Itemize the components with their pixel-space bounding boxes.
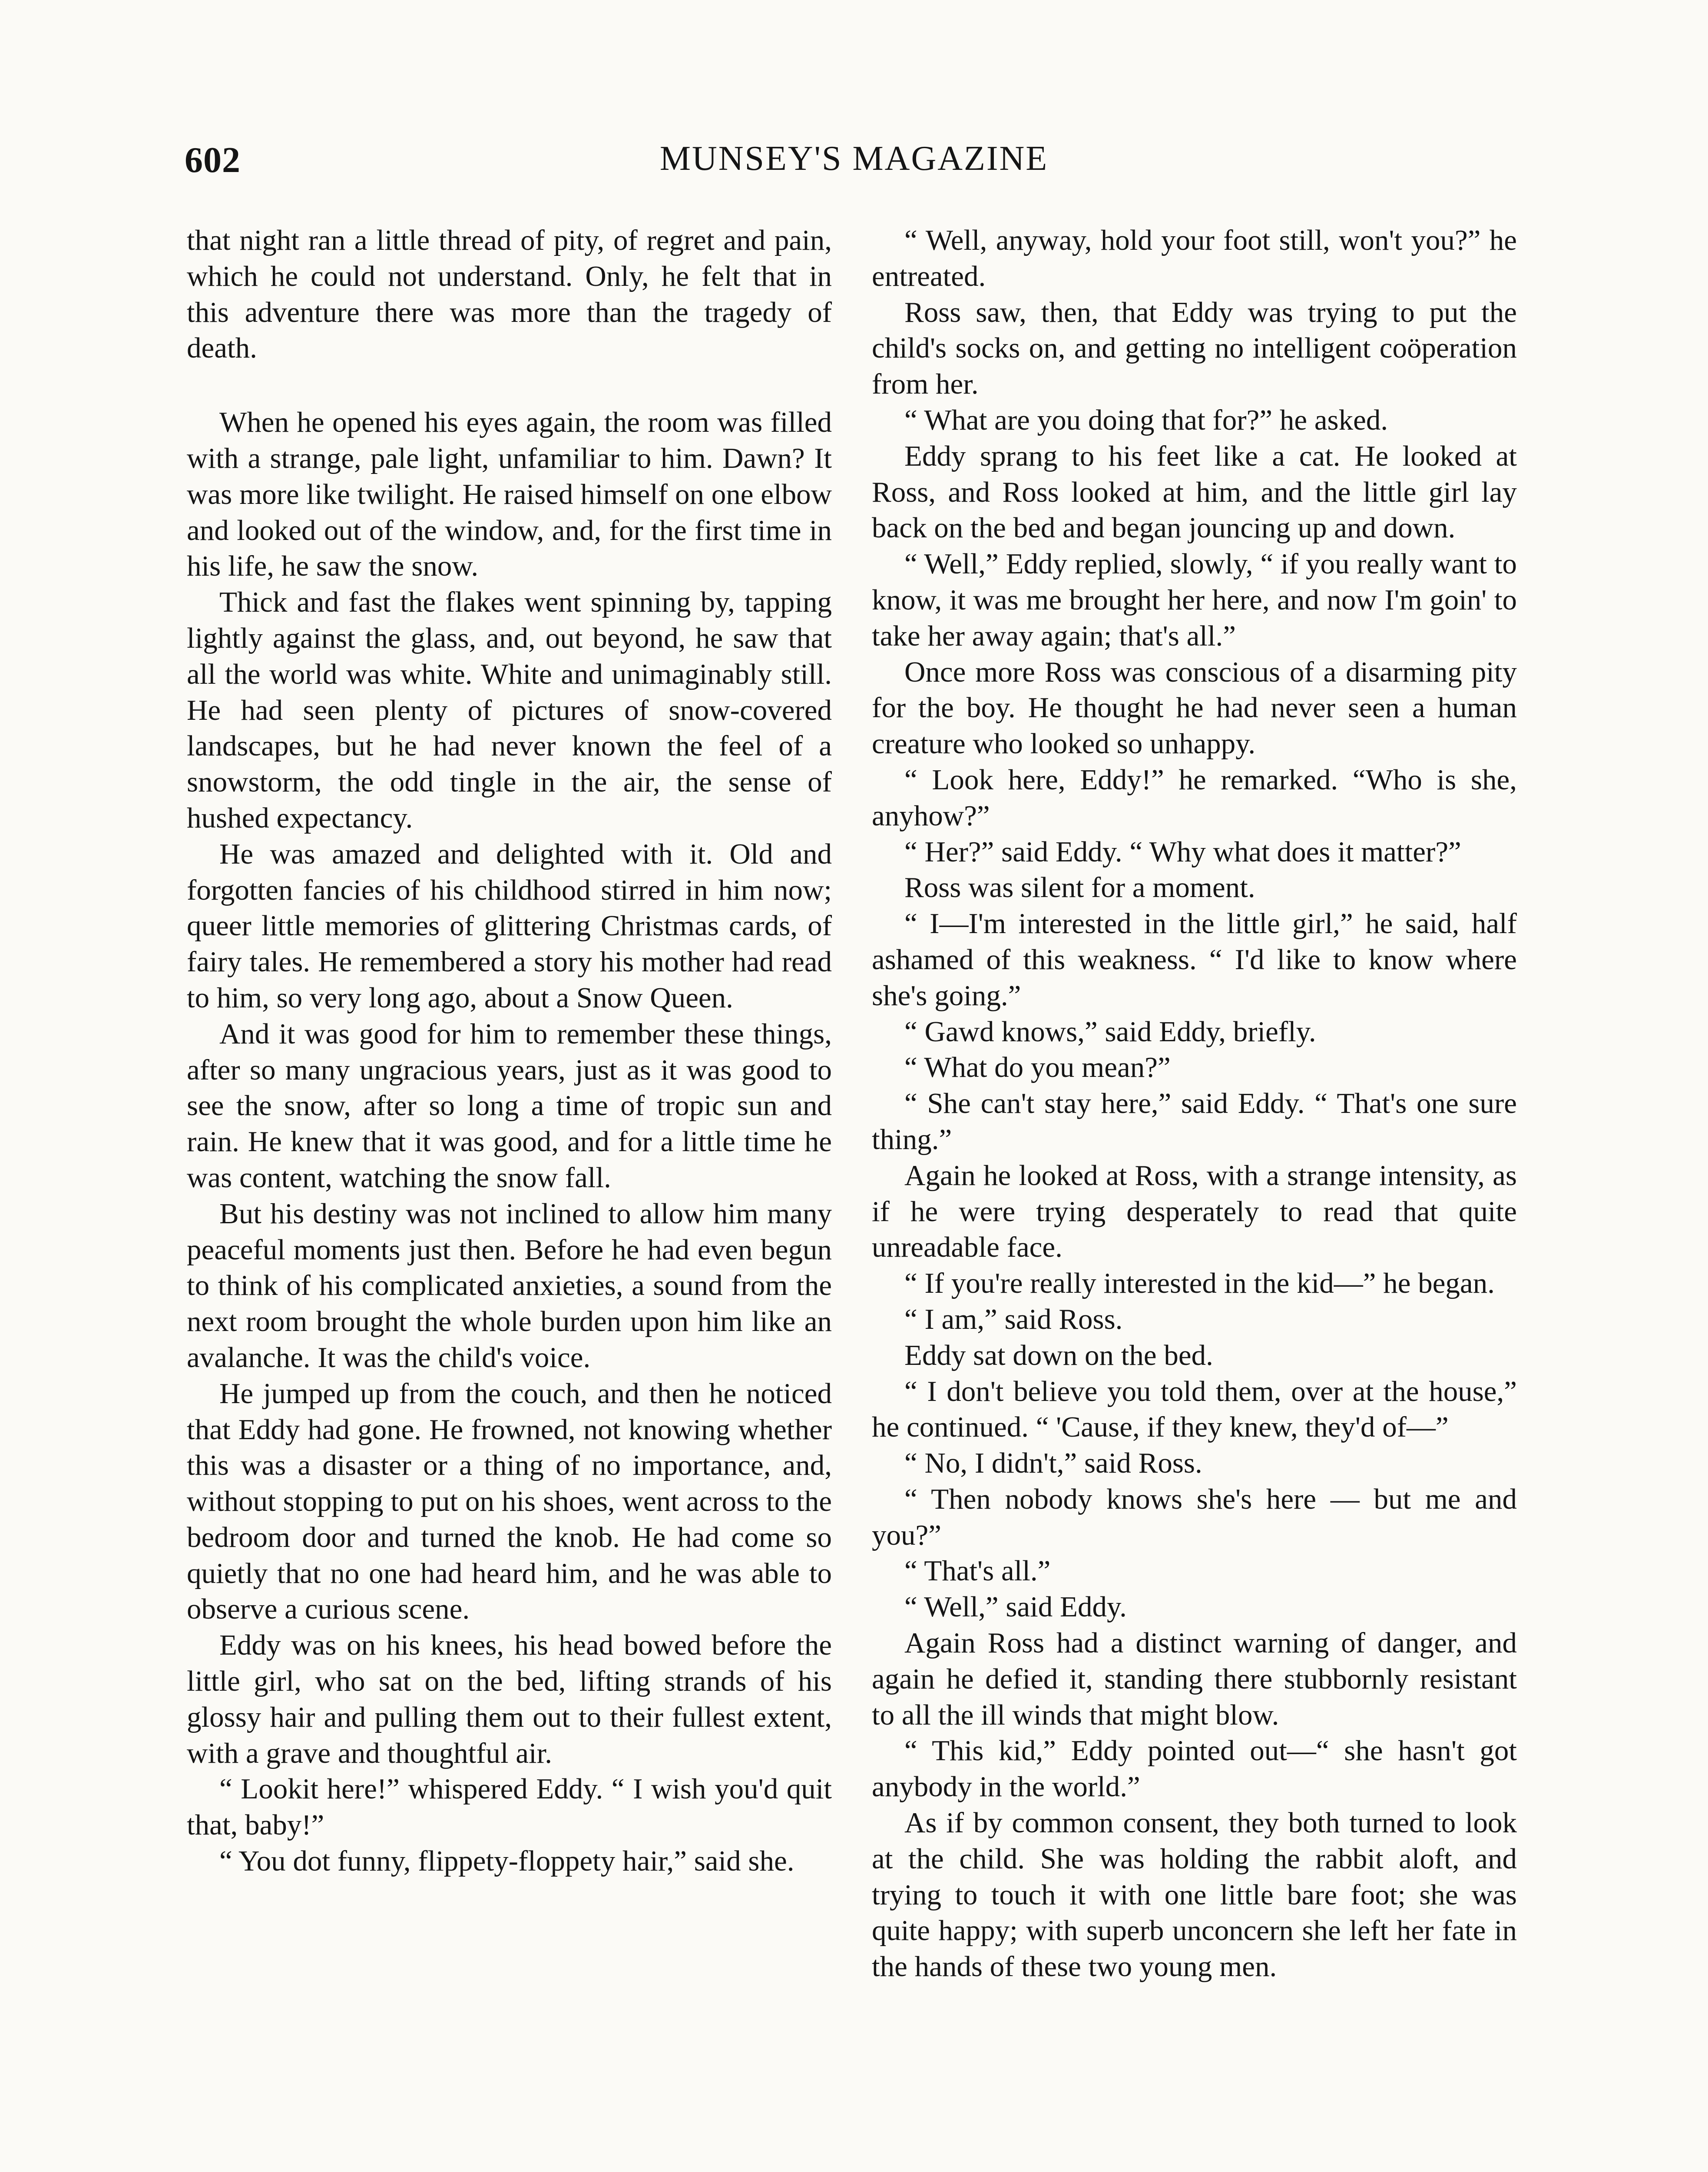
paragraph: Ross was silent for a moment. [904,871,1255,904]
paragraph: “ Well,” Eddy replied, slowly, “ if you really want to know, it was me brought her here, and now I'm goin' to take her away again; that's all.” [872,548,1517,652]
paragraph: He was amazed and delighted with it. Old and forgotten fancies of his childhood stirred in him now; queer little memories of glittering Christmas cards, of fairy tales. He remembered a story his mother had read to him, so very long ago, about a Snow Queen. [187,838,832,1014]
paragraph: “ If you're really interested in the kid—” he began. [904,1267,1495,1300]
paragraph: “ Her?” said Eddy. “ Why what does it matter?” [904,835,1461,868]
paragraph: And it was good for him to remember these things, after so many ungracious years, just as it was good to see the snow, after so long a time of tropic sun and rain. He knew that it was good, and for a little time he was content, watching the snow fall. [187,1017,832,1194]
paragraph: “ What do you mean?” [904,1051,1171,1084]
running-head: MUNSEY'S MAGAZINE [659,139,1049,178]
paragraph: Eddy sprang to his feet like a cat. He looked at Ross, and Ross looked at him, and the little girl lay back on the bed and began jouncing up and down. [872,440,1517,544]
paragraph: “ Gawd knows,” said Eddy, briefly. [904,1015,1316,1048]
paragraph: “ I am,” said Ross. [904,1303,1123,1335]
paragraph: Eddy was on his knees, his head bowed before the little girl, who sat on the bed, lifting strands of his glossy hair and pulling them out to their fullest extent, with a grave and thoughtful air. [187,1629,832,1769]
right-column [872,222,1517,1985]
paragraph: Again Ross had a distinct warning of danger, and again he defied it, standing there stubbornly resistant to all the ill winds that might blow. [872,1627,1517,1731]
paragraph: “ I—I'm interested in the little girl,” he said, half ashamed of this weakness. “ I'd like to know where she's going.” [872,907,1517,1012]
paragraph: Thick and fast the flakes went spinning by, tapping lightly against the glass, and, out beyond, he saw that all the world was white. White and unimaginably still. He had seen plenty of pictures of snow-covered landscapes, but he had never known the feel of a snowstorm, the odd tingle in the air, the sense of hushed expectancy. [187,586,832,834]
paragraph: “ Then nobody knows she's here — but me and you?” [872,1483,1517,1551]
paragraph: Again he looked at Ross, with a strange intensity, as if he were trying desperately to read that quite unreadable face. [872,1159,1517,1264]
paragraph: Eddy sat down on the bed. [904,1339,1213,1371]
paragraph: “ What are you doing that for?” he asked. [904,404,1388,436]
paragraph: “ Lookit here!” whispered Eddy. “ I wish you'd quit that, baby!” [187,1773,832,1841]
paragraph: “ This kid,” Eddy pointed out—“ she hasn't got anybody in the world.” [872,1735,1517,1803]
paragraph: Ross saw, then, that Eddy was trying to put the child's socks on, and getting no intelligent coöperation from her. [872,296,1517,401]
paragraph: Once more Ross was conscious of a disarming pity for the boy. He thought he had never seen a human creature who looked so unhappy. [872,656,1517,760]
paragraph: “ No, I didn't,” said Ross. [904,1447,1202,1480]
left-column [187,222,832,1879]
page-header [0,139,1708,191]
paragraph: As if by common consent, they both turned to look at the child. She was holding the rabbit aloft, and trying to touch it with one little bare foot; she was quite happy; with superb unconcern she left her fate in the hands of these two young men. [872,1807,1517,1983]
paragraph: “ She can't stay here,” said Eddy. “ That's one sure thing.” [872,1087,1517,1156]
paragraph: “ That's all.” [904,1555,1051,1587]
paragraph: “ Well, anyway, hold your foot still, won't you?” he entreated. [872,224,1517,292]
paragraph: When he opened his eyes again, the room was filled with a strange, pale light, unfamiliar to him. Dawn? It was more like twilight. He raised himself on one elbow and looked out of the window, and, for the first time in his life, he saw the snow. [187,406,832,583]
paragraph: “ Look here, Eddy!” he remarked. “Who is she, anyhow?” [872,763,1517,832]
paragraph: “ I don't believe you told them, over at the house,” he continued. “ 'Cause, if they knew, they'd of—” [872,1375,1517,1444]
paragraph: that night ran a little thread of pity, of regret and pain, which he could not understand. Only, he felt that in this adventure there was more than the tragedy of death. [187,224,832,364]
paragraph: He jumped up from the couch, and then he noticed that Eddy had gone. He frowned, not knowing whether this was a disaster or a thing of no importance, and, without stopping to put on his shoes, went across to the bedroom door and turned the knob. He had come so quietly that no one had heard him, and he was able to observe a curious scene. [187,1377,832,1626]
page-number: 602 [185,140,241,180]
paragraph: “ You dot funny, flippety-floppety hair,” said she. [219,1845,794,1877]
paragraph: “ Well,” said Eddy. [904,1591,1127,1623]
paragraph: But his destiny was not inclined to allow him many peaceful moments just then. Before he had even begun to think of his complicated anxieties, a sound from the next room brought the whole burden upon him like an avalanche. It was the child's voice. [187,1197,832,1374]
